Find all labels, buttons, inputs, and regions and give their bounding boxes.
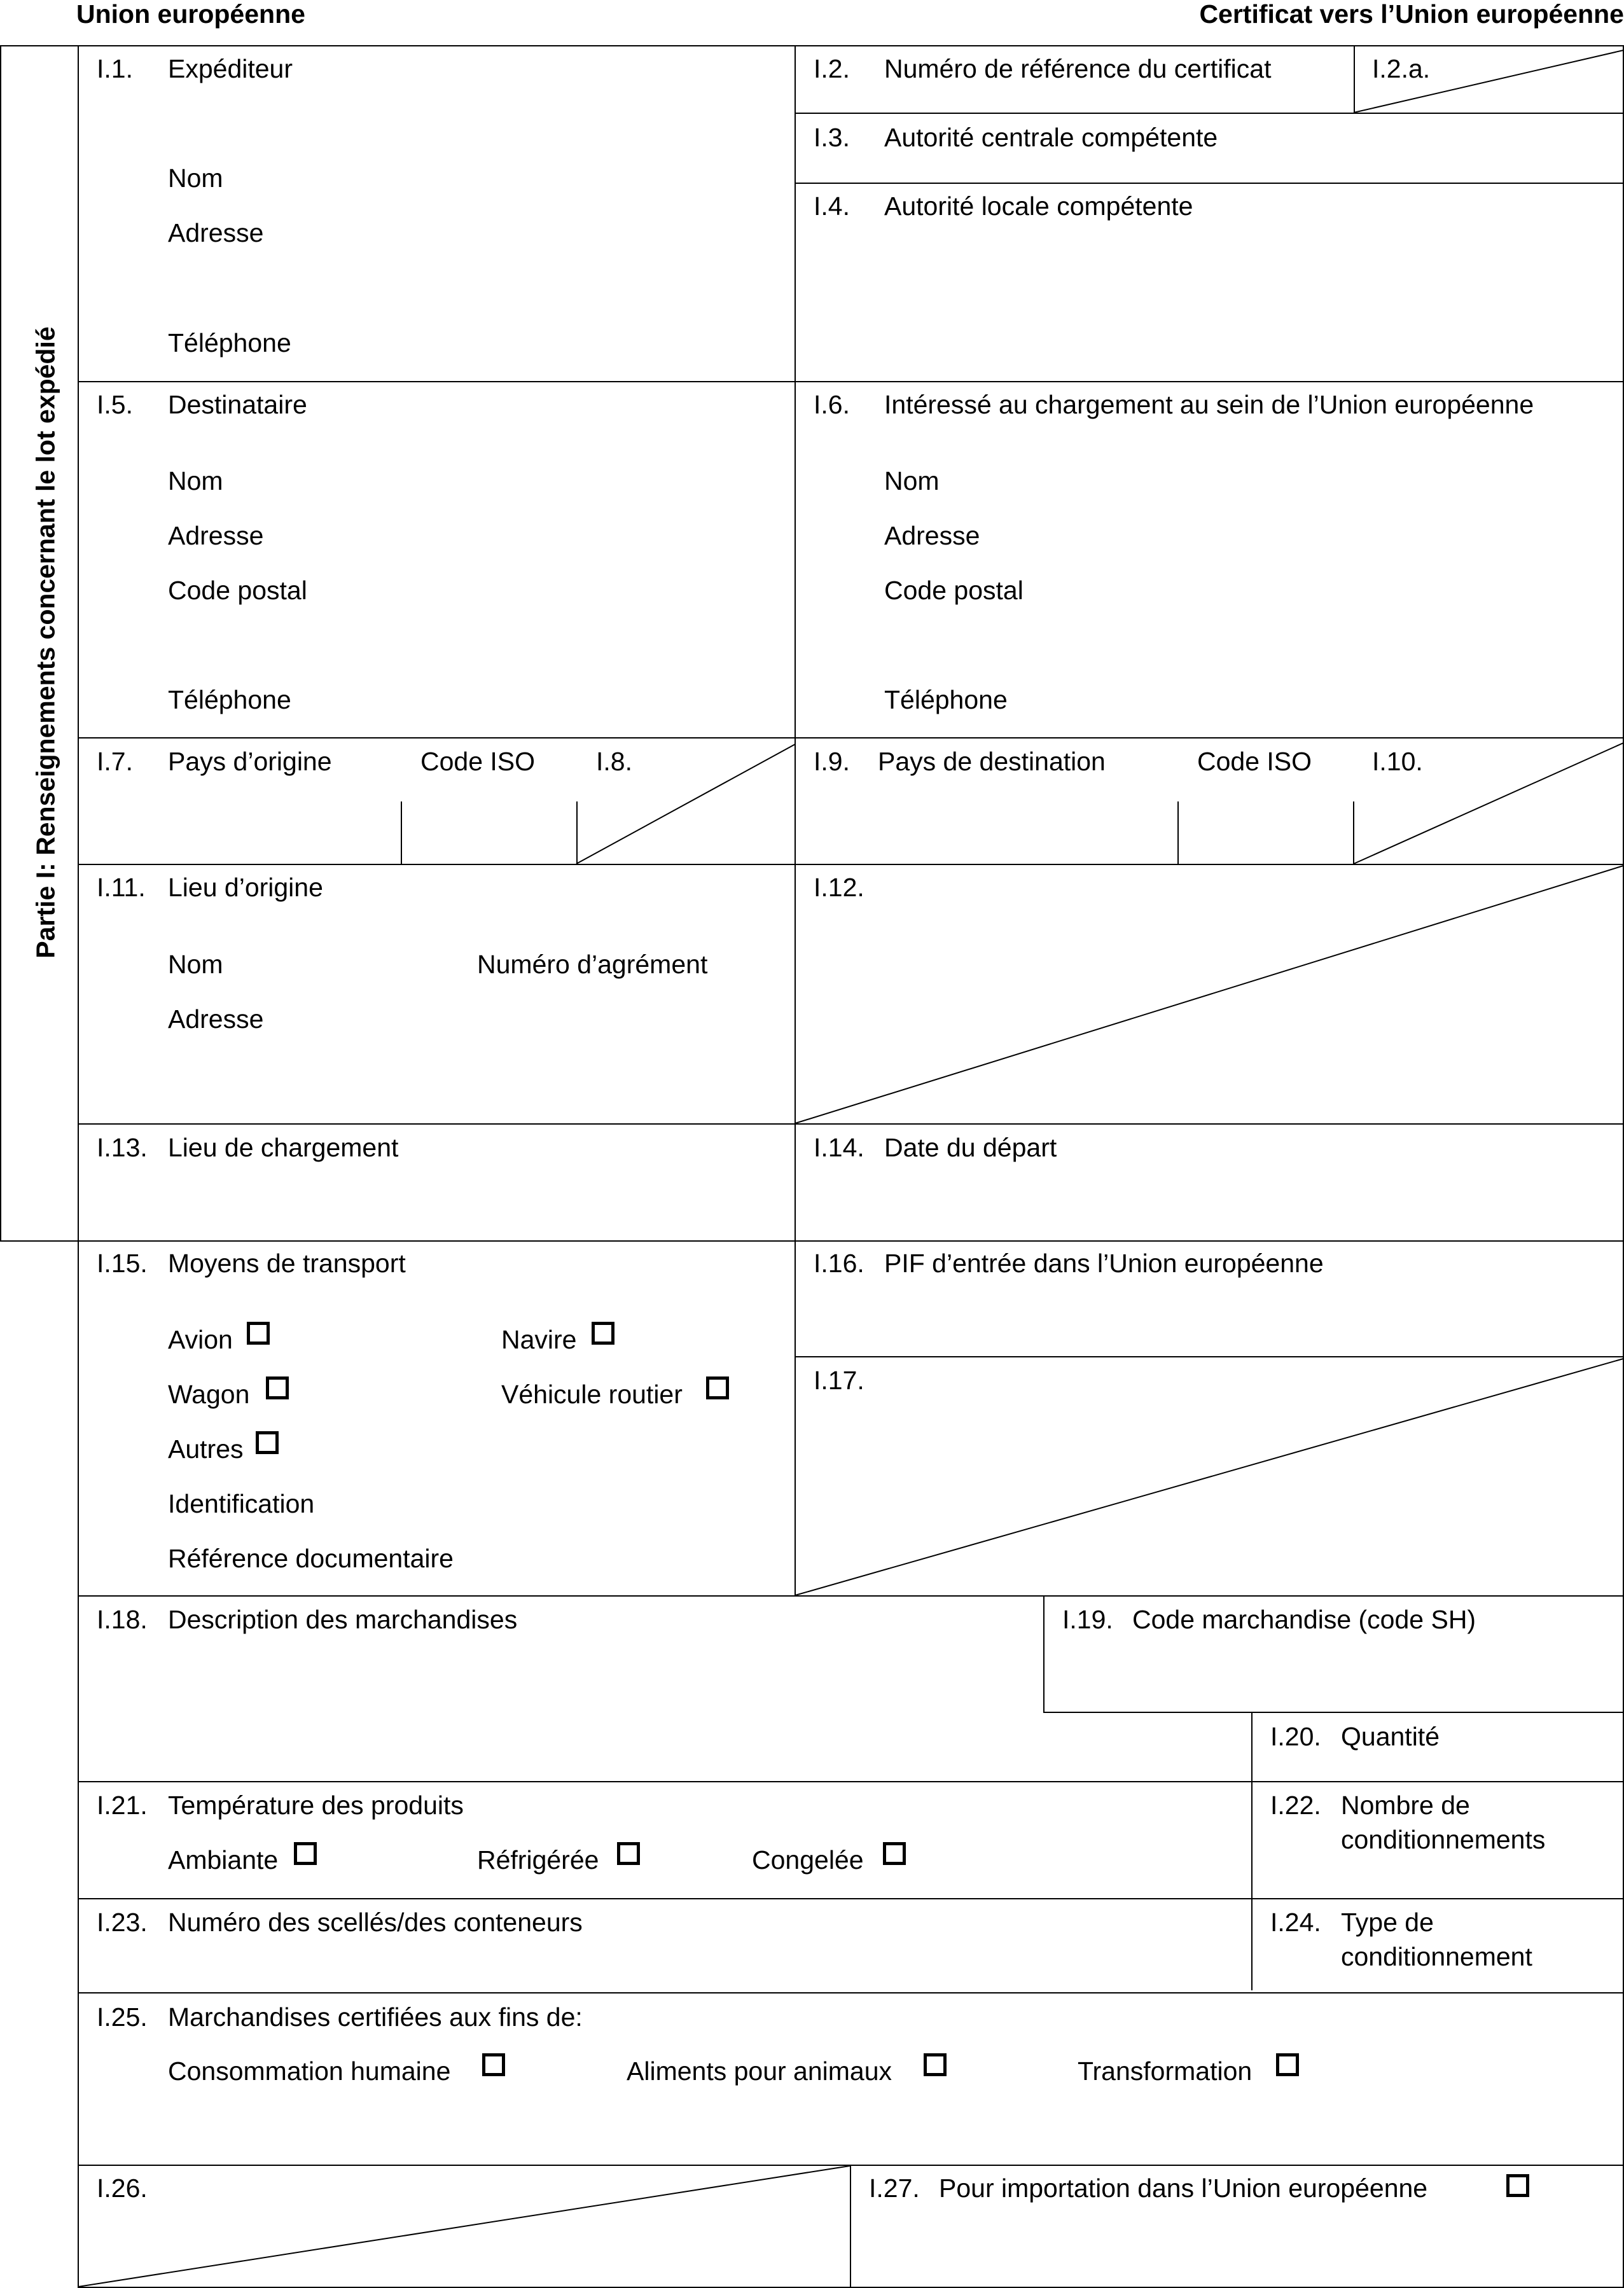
i7-number: I.7. — [97, 747, 133, 776]
i15-reference: Référence documentaire — [168, 1544, 454, 1573]
i25-aliments-label: Aliments pour animaux — [627, 2056, 892, 2086]
ambiante-checkbox[interactable] — [294, 1842, 317, 1865]
i2a-number: I.2.a. — [1372, 54, 1431, 83]
i15-wagon-label: Wagon — [168, 1380, 250, 1409]
i21-label: Température des produits — [168, 1791, 464, 1820]
i4-number: I.4. — [814, 191, 850, 221]
autres-checkbox[interactable] — [256, 1431, 279, 1454]
i19-label: Code marchandise (code SH) — [1132, 1605, 1476, 1634]
i22-label-line1: Nombre de — [1341, 1791, 1470, 1820]
aliments-animaux-checkbox[interactable] — [924, 2053, 947, 2076]
i23-number: I.23. — [97, 1908, 148, 1937]
i5-number: I.5. — [97, 390, 133, 419]
i9-number: I.9. — [814, 747, 850, 776]
i15-number: I.15. — [97, 1249, 148, 1278]
i13-number: I.13. — [97, 1133, 148, 1162]
i1-adresse: Adresse — [168, 218, 264, 247]
i25-consommation-label: Consommation humaine — [168, 2056, 451, 2086]
i24-label-line2: conditionnement — [1341, 1942, 1532, 1971]
i5-nom: Nom — [168, 466, 223, 496]
i27-number: I.27. — [869, 2174, 920, 2203]
i11-label: Lieu d’origine — [168, 873, 323, 902]
importation-ue-checkbox[interactable] — [1506, 2174, 1529, 2197]
i21-refrigeree-label: Réfrigérée — [477, 1845, 599, 1875]
i2-label: Numéro de référence du certificat — [884, 54, 1272, 83]
i11-adresse: Adresse — [168, 1004, 264, 1034]
i1-telephone: Téléphone — [168, 328, 291, 357]
i6-code-postal: Code postal — [884, 576, 1024, 605]
i21-congelee-label: Congelée — [752, 1845, 864, 1875]
i27-label: Pour importation dans l’Union européenne — [939, 2174, 1428, 2203]
consommation-humaine-checkbox[interactable] — [482, 2053, 505, 2076]
vehicule-routier-checkbox[interactable] — [706, 1376, 729, 1399]
i15-vehicule-label: Véhicule routier — [501, 1380, 683, 1409]
i19-number: I.19. — [1062, 1605, 1113, 1634]
i1-label: Expéditeur — [168, 54, 293, 83]
header-right: Certificat vers l’Union européenne — [1199, 0, 1624, 29]
transformation-checkbox[interactable] — [1276, 2053, 1299, 2076]
navire-checkbox[interactable] — [592, 1322, 614, 1345]
i3-number: I.3. — [814, 123, 850, 152]
i25-transformation-label: Transformation — [1078, 2056, 1253, 2086]
i5-code-postal: Code postal — [168, 576, 307, 605]
wagon-checkbox[interactable] — [266, 1376, 289, 1399]
avion-checkbox[interactable] — [247, 1322, 270, 1345]
i1-number: I.1. — [97, 54, 133, 83]
i5-telephone: Téléphone — [168, 685, 291, 714]
i16-label: PIF d’entrée dans l’Union européenne — [884, 1249, 1324, 1278]
i14-number: I.14. — [814, 1133, 864, 1162]
i25-number: I.25. — [97, 2002, 148, 2032]
i5-label: Destinataire — [168, 390, 307, 419]
i14-label: Date du départ — [884, 1133, 1057, 1162]
i24-label-line1: Type de — [1341, 1908, 1434, 1937]
i15-label: Moyens de transport — [168, 1249, 406, 1278]
header-left: Union européenne — [76, 0, 305, 29]
i17-number: I.17. — [814, 1366, 864, 1395]
refrigeree-checkbox[interactable] — [617, 1842, 640, 1865]
i10-number: I.10. — [1372, 747, 1423, 776]
i6-telephone: Téléphone — [884, 685, 1008, 714]
i9-iso: Code ISO — [1197, 747, 1312, 776]
i13-label: Lieu de chargement — [168, 1133, 399, 1162]
i8-number: I.8. — [596, 747, 632, 776]
i22-number: I.22. — [1270, 1791, 1321, 1820]
i6-number: I.6. — [814, 390, 850, 419]
congelee-checkbox[interactable] — [883, 1842, 906, 1865]
i9-label: Pays de destination — [878, 747, 1106, 776]
i23-label: Numéro des scellés/des conteneurs — [168, 1908, 583, 1937]
i2-number: I.2. — [814, 54, 850, 83]
i12-number: I.12. — [814, 873, 864, 902]
i11-nom: Nom — [168, 950, 223, 979]
i21-ambiante-label: Ambiante — [168, 1845, 279, 1875]
i26-number: I.26. — [97, 2174, 148, 2203]
i6-label: Intéressé au chargement au sein de l’Union européenne — [884, 390, 1534, 419]
i15-autres-label: Autres — [168, 1434, 244, 1464]
i7-iso: Code ISO — [420, 747, 536, 776]
i20-number: I.20. — [1270, 1722, 1321, 1751]
i5-adresse: Adresse — [168, 521, 264, 550]
i16-number: I.16. — [814, 1249, 864, 1278]
i15-navire-label: Navire — [501, 1325, 577, 1354]
i6-nom: Nom — [884, 466, 940, 496]
i7-label: Pays d’origine — [168, 747, 332, 776]
i18-label: Description des marchandises — [168, 1605, 518, 1634]
i18-number: I.18. — [97, 1605, 148, 1634]
i20-label: Quantité — [1341, 1722, 1440, 1751]
i25-label: Marchandises certifiées aux fins de: — [168, 2002, 583, 2032]
i15-avion-label: Avion — [168, 1325, 233, 1354]
i15-identification: Identification — [168, 1489, 315, 1518]
i22-label-line2: conditionnements — [1341, 1825, 1546, 1854]
i21-number: I.21. — [97, 1791, 148, 1820]
i24-number: I.24. — [1270, 1908, 1321, 1937]
i11-number: I.11. — [97, 873, 146, 902]
side-label: Partie I: Renseignements concernant le lot expédié — [31, 326, 60, 959]
i11-agrement: Numéro d’agrément — [477, 950, 708, 979]
i3-label: Autorité centrale compétente — [884, 123, 1218, 152]
i6-adresse: Adresse — [884, 521, 980, 550]
i1-nom: Nom — [168, 163, 223, 193]
i4-label: Autorité locale compétente — [884, 191, 1193, 221]
